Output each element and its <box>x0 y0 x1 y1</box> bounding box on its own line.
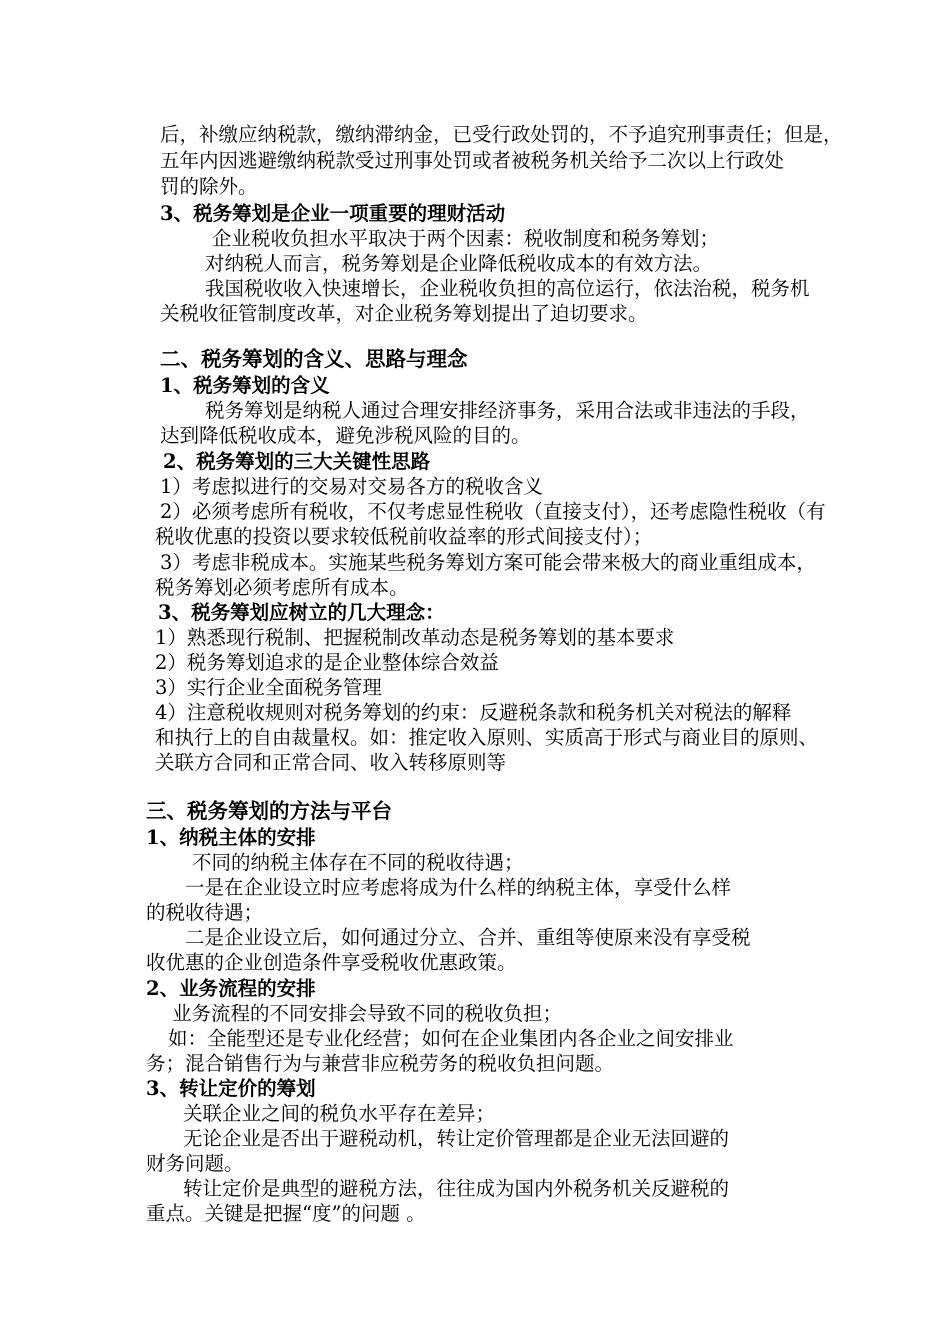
subsection-heading: 1、税务筹划的含义 <box>160 374 330 397</box>
list-item: 2）必须考虑所有税收，不仅考虑显性税收（直接支付），还考虑隐性税收（有 <box>160 500 826 523</box>
paragraph-line: 业务流程的不同安排会导致不同的税收负担； <box>172 1002 563 1025</box>
paragraph-line: 的税收待遇； <box>146 901 264 924</box>
paragraph-line: 重点。关键是把握“度”的问题 。 <box>146 1202 426 1225</box>
paragraph-line: 关联企业之间的税负水平存在差异； <box>183 1102 496 1125</box>
paragraph-line: 一是在企业设立时应考虑将成为什么样的纳税主体，享受什么样 <box>185 876 732 899</box>
subsection-heading: 3、税务筹划应树立的几大理念： <box>158 601 445 624</box>
paragraph-line: 二是企业设立后，如何通过分立、合并、重组等使原来没有享受税 <box>185 926 751 949</box>
paragraph-line: 我国税收收入快速增长，企业税收负担的高位运行，依法治税，税务机 <box>205 277 810 300</box>
paragraph-line: 不同的纳税主体存在不同的税收待遇； <box>192 851 524 874</box>
subsection-heading: 3、税务筹划是企业一项重要的理财活动 <box>160 202 506 225</box>
section-heading: 三、税务筹划的方法与平台 <box>146 799 392 823</box>
paragraph-line: 如：全能型还是专业化经营；如何在企业集团内各企业之间安排业 <box>168 1027 734 1050</box>
paragraph-line: 财务问题。 <box>146 1152 244 1175</box>
paragraph-line: 关税收征管制度改革，对企业税务筹划提出了迫切要求。 <box>160 302 648 325</box>
paragraph-line: 税务筹划是纳税人通过合理安排经济事务，采用合法或非违法的手段， <box>205 399 810 422</box>
paragraph-line: 对纳税人而言，税务筹划是企业降低税收成本的有效方法。 <box>205 252 713 275</box>
list-item: 2）税务筹划追求的是企业整体综合效益 <box>155 651 499 674</box>
subsection-heading: 3、转让定价的筹划 <box>146 1077 316 1100</box>
paragraph-line: 企业税收负担水平取决于两个因素：税收制度和税务筹划； <box>212 227 720 250</box>
paragraph-line: 务；混合销售行为与兼营非应税劳务的税收负担问题。 <box>146 1052 615 1075</box>
list-item: 3）考虑非税成本。实施某些税务筹划方案可能会带来极大的商业重组成本， <box>160 551 816 574</box>
paragraph-line: 税收优惠的投资以要求较低税前收益率的形式间接支付）； <box>155 525 653 548</box>
paragraph-line: 关联方合同和正常合同、收入转移原则等 <box>155 751 507 774</box>
list-item: 3）实行企业全面税务管理 <box>155 676 382 699</box>
subsection-heading: 2、业务流程的安排 <box>146 977 316 1000</box>
subsection-heading: 2、税务筹划的三大关键性思路 <box>163 450 431 473</box>
paragraph-line: 罚的除外。 <box>160 175 258 198</box>
list-item: 1）考虑拟进行的交易对交易各方的税收含义 <box>160 475 543 498</box>
paragraph-line: 无论企业是否出于避税动机，转让定价管理都是企业无法回避的 <box>183 1127 730 1150</box>
paragraph-line: 和执行上的自由裁量权。如：推定收入原则、实质高于形式与商业目的原则、 <box>155 726 819 749</box>
list-item: 4）注意税收规则对税务筹划的约束：反避税条款和税务机关对税法的解释 <box>155 701 792 724</box>
subsection-heading: 1、纳税主体的安排 <box>146 826 316 849</box>
section-heading: 二、税务筹划的含义、思路与理念 <box>160 347 468 371</box>
paragraph-line: 税务筹划必须考虑所有成本。 <box>155 576 409 599</box>
paragraph-line: 五年内因逃避缴纳税款受过刑事处罚或者被税务机关给予二次以上行政处 <box>160 149 785 172</box>
paragraph-line: 收优惠的企业创造条件享受税收优惠政策。 <box>146 951 517 974</box>
paragraph-line: 达到降低税收成本，避免涉税风险的目的。 <box>160 424 531 447</box>
list-item: 1）熟悉现行税制、把握税制改革动态是税务筹划的基本要求 <box>155 626 675 649</box>
paragraph-line: 转让定价是典型的避税方法，往往成为国内外税务机关反避税的 <box>183 1177 730 1200</box>
paragraph-line: 后，补缴应纳税款，缴纳滞纳金，已受行政处罚的，不予追究刑事责任；但是， <box>160 123 843 146</box>
